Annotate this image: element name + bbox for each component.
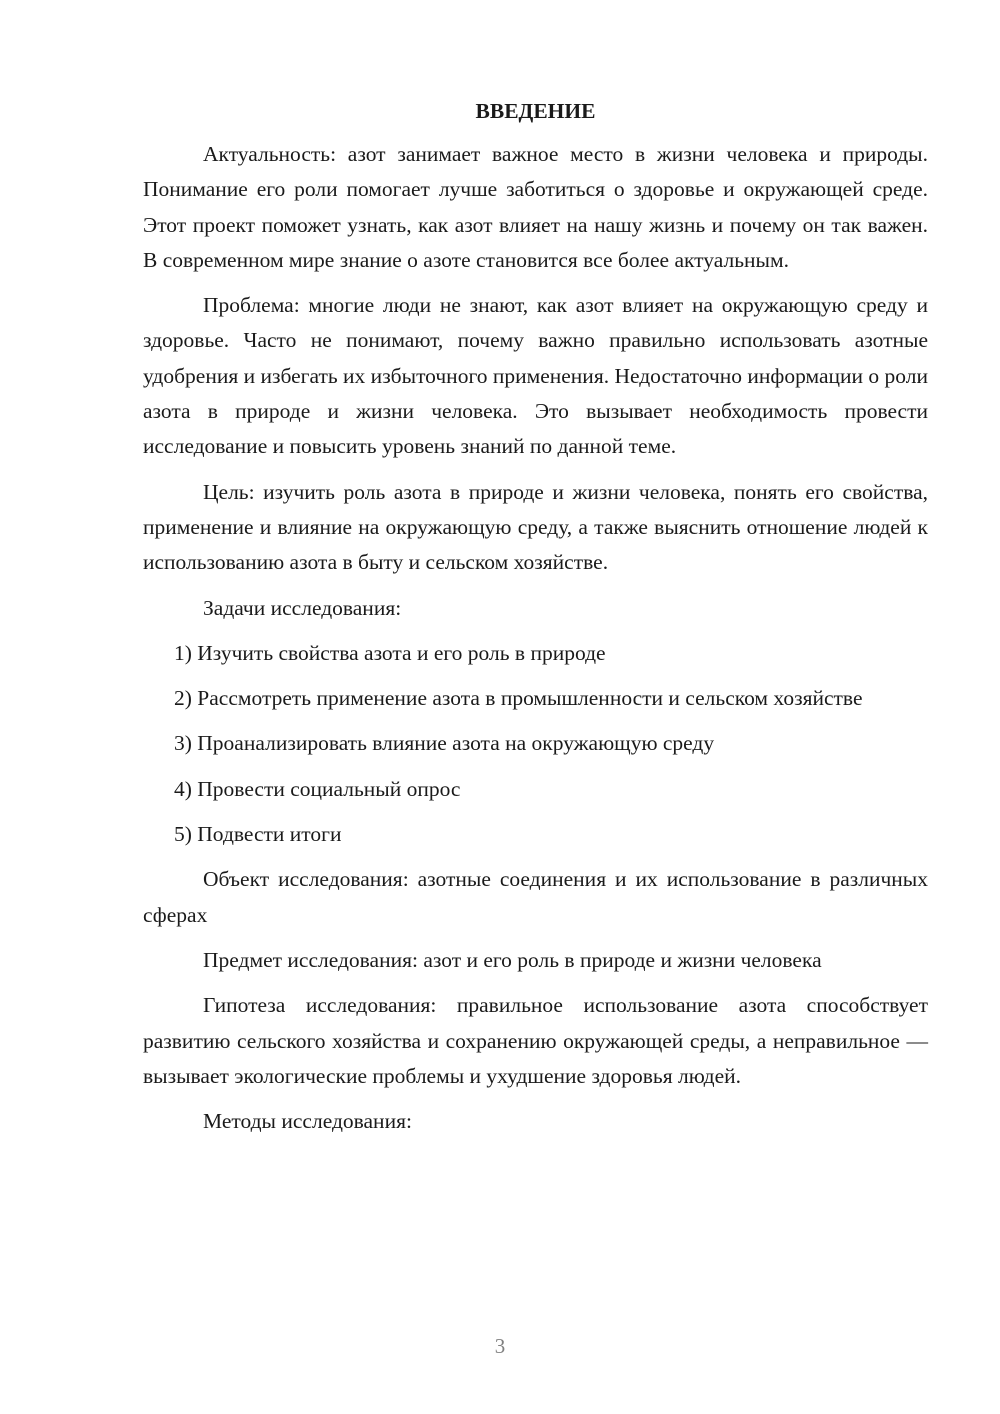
paragraph-goal: Цель: изучить роль азота в природе и жизни человека, понять его свойства, применение и влияние на окружающую среду, а также выяснить отношение людей к использованию азота в быту и сельском хозяйстве. bbox=[143, 479, 928, 575]
paragraph-hypothesis: Гипотеза исследования: правильное использование азота способствует развитию сельского хозяйства и сохранению окружающей среды, а неправильное — вызывает экологические проблемы и ухудшение здоровья людей. bbox=[143, 993, 928, 1088]
document-page bbox=[143, 96, 928, 1149]
task-item-2: 2) Рассмотреть применение азота в промышленности и сельском хозяйстве bbox=[174, 686, 863, 711]
section-title: ВВЕДЕНИЕ bbox=[475, 99, 596, 123]
task-item-4: 4) Провести социальный опрос bbox=[174, 776, 461, 801]
paragraph-relevance: Актуальность: азот занимает важное место в жизни человека и природы. Понимание его роли помогает лучше заботиться о здоровье и окружающей среде. Этот проект поможет узнать, как азот влияет на нашу жизнь и почему он так важен. В современном мире знание о азоте становится все более актуальным. bbox=[143, 142, 928, 272]
page-number: 3 bbox=[494, 1334, 506, 1358]
paragraph-problem: Проблема: многие люди не знают, как азот влияет на окружающую среду и здоровье. Часто не понимают, почему важно правильно использовать азотные удобрения и избегать их избыточного применения. Недостаточно информации о роли азота в природе и жизни человека. Это вызывает необходимость провести исследование и повысить уровень знаний по данной теме. bbox=[143, 293, 928, 459]
task-item-3: 3) Проанализировать влияние азота на окружающую среду bbox=[174, 731, 715, 756]
paragraph-object: Объект исследования: азотные соединения и их использование в различных сферах bbox=[143, 867, 928, 927]
paragraph-methods: Методы исследования: bbox=[203, 1109, 412, 1134]
paragraph-subject: Предмет исследования: азот и его роль в природе и жизни человека bbox=[203, 947, 822, 972]
task-item-5: 5) Подвести итоги bbox=[174, 822, 342, 847]
task-item-1: 1) Изучить свойства азота и его роль в природе bbox=[174, 640, 606, 665]
paragraph-tasks-heading: Задачи исследования: bbox=[203, 595, 402, 620]
